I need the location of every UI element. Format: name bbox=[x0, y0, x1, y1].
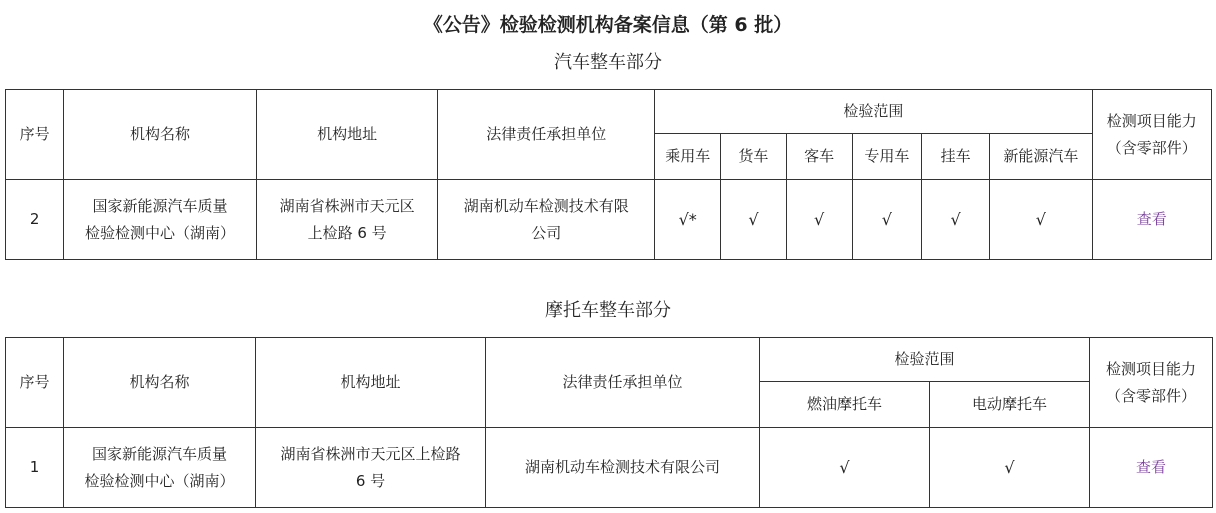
scope-col-truck: 货车 bbox=[721, 134, 786, 180]
scope-col-nev: 新能源汽车 bbox=[990, 134, 1092, 180]
header-ability-line2: （含零部件） bbox=[1106, 138, 1197, 157]
header-address: 机构地址 bbox=[256, 338, 486, 428]
scope-col-fuel-moto: 燃油摩托车 bbox=[760, 382, 930, 428]
header-name: 机构名称 bbox=[64, 90, 257, 180]
scope-col-special: 专用车 bbox=[852, 134, 921, 180]
header-address: 机构地址 bbox=[256, 90, 438, 180]
row-scope-passenger: √* bbox=[655, 180, 721, 260]
row-view-cell bbox=[1092, 180, 1211, 260]
row-scope-trailer: √ bbox=[921, 180, 989, 260]
row-legal-line2: 公司 bbox=[531, 223, 562, 242]
row-name bbox=[64, 428, 256, 508]
row-scope-fuel-moto: √ bbox=[760, 428, 930, 508]
table-row bbox=[6, 428, 1213, 508]
car-section-title: 汽车整车部分 bbox=[554, 52, 662, 73]
header-seq: 序号 bbox=[6, 338, 64, 428]
header-legal: 法律责任承担单位 bbox=[486, 338, 760, 428]
car-registration-table bbox=[5, 89, 1212, 260]
row-address-line1: 湖南省株洲市天元区 bbox=[279, 196, 415, 215]
row-address-line1: 湖南省株洲市天元区上检路 bbox=[280, 444, 461, 463]
row-scope-electric-moto: √ bbox=[930, 428, 1090, 508]
header-ability bbox=[1090, 338, 1213, 428]
row-name bbox=[64, 180, 257, 260]
header-scope: 检验范围 bbox=[655, 90, 1092, 134]
row-legal bbox=[438, 180, 655, 260]
row-legal-line1: 湖南机动车检测技术有限 bbox=[463, 196, 629, 215]
scope-col-bus: 客车 bbox=[786, 134, 852, 180]
header-seq: 序号 bbox=[6, 90, 64, 180]
row-name-line2: 检验检测中心（湖南） bbox=[84, 471, 235, 490]
row-name-line1: 国家新能源汽车质量 bbox=[92, 196, 228, 215]
header-ability-line1: 检测项目能力 bbox=[1106, 359, 1197, 378]
table-row bbox=[6, 180, 1212, 260]
row-view-cell bbox=[1090, 428, 1213, 508]
moto-section-title: 摩托车整车部分 bbox=[545, 300, 671, 321]
row-scope-nev: √ bbox=[990, 180, 1092, 260]
header-ability-line2: （含零部件） bbox=[1106, 386, 1197, 405]
row-scope-special: √ bbox=[852, 180, 921, 260]
scope-col-electric-moto: 电动摩托车 bbox=[930, 382, 1090, 428]
header-legal: 法律责任承担单位 bbox=[438, 90, 655, 180]
row-address-line2: 6 号 bbox=[355, 471, 386, 490]
scope-col-passenger: 乘用车 bbox=[655, 134, 721, 180]
row-name-line2: 检验检测中心（湖南） bbox=[84, 223, 235, 242]
view-link[interactable]: 查看 bbox=[1136, 210, 1167, 228]
header-ability-line1: 检测项目能力 bbox=[1106, 111, 1197, 130]
header-ability bbox=[1092, 90, 1211, 180]
row-seq: 1 bbox=[6, 428, 64, 508]
view-link[interactable]: 查看 bbox=[1136, 458, 1167, 476]
header-scope: 检验范围 bbox=[760, 338, 1090, 382]
moto-registration-table bbox=[5, 337, 1213, 508]
page-title: 《公告》检验检测机构备案信息（第 6 批） bbox=[423, 14, 793, 36]
row-scope-bus: √ bbox=[786, 180, 852, 260]
row-address bbox=[256, 428, 486, 508]
header-name: 机构名称 bbox=[64, 338, 256, 428]
row-name-line1: 国家新能源汽车质量 bbox=[91, 444, 227, 463]
scope-col-trailer: 挂车 bbox=[921, 134, 989, 180]
row-seq: 2 bbox=[6, 180, 64, 260]
row-address bbox=[256, 180, 438, 260]
row-address-line2: 上检路 6 号 bbox=[307, 223, 387, 242]
row-scope-truck: √ bbox=[721, 180, 786, 260]
row-legal: 湖南机动车检测技术有限公司 bbox=[486, 428, 760, 508]
